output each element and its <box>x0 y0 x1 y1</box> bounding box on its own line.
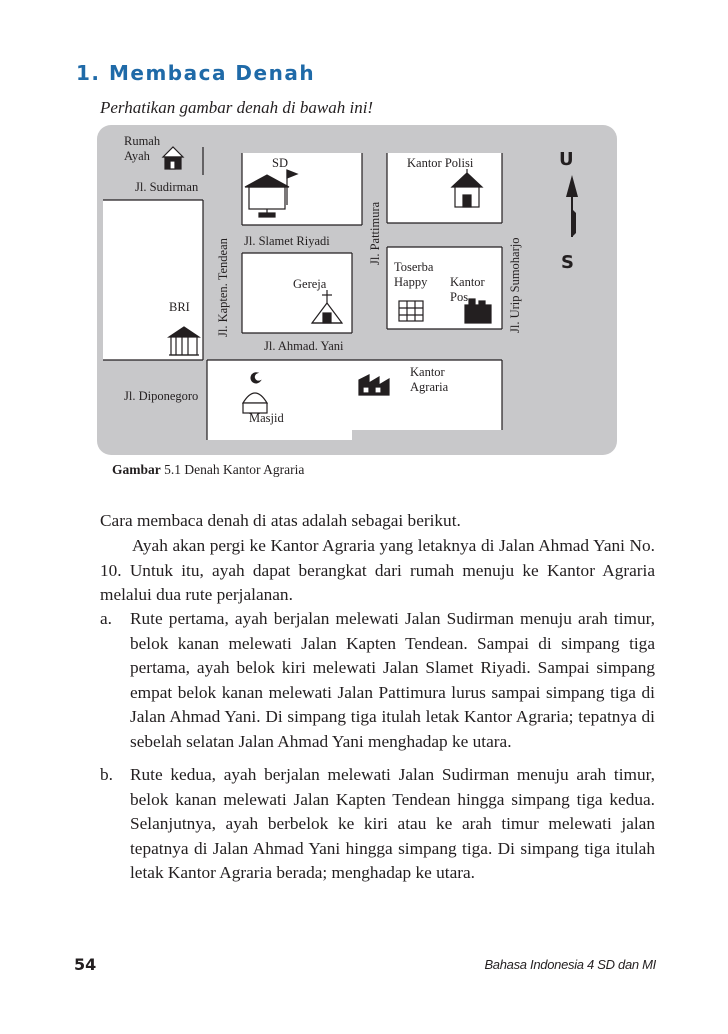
list-item-text: Rute pertama, ayah berjalan melewati Jalan Sudirman menuju arah timur, belok kanan melewati Jalan Kapten Tendean. Sampai di simpang tiga pertama, ayah belok kiri melewati Jalan Slamet Riyadi. Sampai simpang empat belok kanan melewati Jalan Pattimura lurus sampai simpang tiga di Jalan Ahmad Yani. Di simpang tiga itulah letak Kantor Agraria; tepatnya di sebelah selatan Jalan Ahmad Yani menghadap ke utara. <box>130 609 655 751</box>
figure-caption <box>112 462 304 478</box>
street-pattimura: Jl. Pattimura <box>368 201 382 265</box>
caption-text: 5.1 Denah Kantor Agraria <box>164 462 305 477</box>
list-marker: a. <box>100 609 112 628</box>
store-icon <box>399 301 423 321</box>
list-item-text: Rute kedua, ayah berjalan melewati Jalan Sudirman menuju arah timur, belok kanan melewati Jalan Kapten Tendean hingga simpang tiga kedua. Selanjutnya, ayah berbelok ke kiri atau ke arah timur melewati jalan tepatnya di Jalan Ahmad Yani hingga simpang tiga. Di simpang tiga itulah letak Kantor Agraria berada; menghadap ke utara. <box>130 765 655 882</box>
caption-label: Gambar <box>112 462 161 477</box>
street-kapten-tendean: Jl. Kapten. Tendean <box>216 238 230 337</box>
label-kantor-pos-2: Pos <box>450 290 469 304</box>
street-ahmad-yani: Jl. Ahmad. Yani <box>264 339 344 353</box>
street-urip-sumoharjo: Jl. Urip Sumoharjo <box>508 237 522 333</box>
list-marker: b. <box>100 765 113 784</box>
page-number: 54 <box>74 955 97 974</box>
section-number: 1. <box>76 61 101 85</box>
compass-south: S <box>561 252 574 273</box>
label-gereja: Gereja <box>293 277 327 291</box>
label-rumah-ayah-2: Ayah <box>124 149 150 163</box>
compass-north: U <box>559 149 574 170</box>
block-masjid <box>207 360 352 440</box>
label-kantor-agraria-2: Agraria <box>410 380 449 394</box>
street-sudirman: Jl. Sudirman <box>135 180 199 194</box>
label-kantor-polisi: Kantor Polisi <box>407 156 474 170</box>
list-item-a <box>100 607 655 754</box>
body-paragraph: Ayah akan pergi ke Kantor Agraria yang letaknya di Jalan Ahmad Yani No. 10. Untuk itu, ayah dapat berangkat dari rumah menuju ke Kantor Agraria melalui dua rute perjalanan. <box>100 536 655 604</box>
label-masjid: Masjid <box>249 411 284 425</box>
intro-text: Cara membaca denah di atas adalah sebagai berikut. <box>100 511 461 530</box>
label-kantor-pos-1: Kantor <box>450 275 485 289</box>
instruction-text: Perhatikan gambar denah di bawah ini! <box>100 98 374 117</box>
footer-book-title: Bahasa Indonesia 4 SD dan MI <box>484 957 656 972</box>
street-slamet-riyadi: Jl. Slamet Riyadi <box>244 234 330 248</box>
list-item-b <box>100 763 655 886</box>
label-rumah-ayah-1: Rumah <box>124 134 161 148</box>
section-heading: Membaca Denah <box>108 61 316 85</box>
label-toserba-2: Happy <box>394 275 428 289</box>
label-bri: BRI <box>169 300 190 314</box>
label-toserba-1: Toserba <box>394 260 434 274</box>
label-sd: SD <box>272 156 288 170</box>
map-figure <box>97 125 617 455</box>
label-kantor-agraria-1: Kantor <box>410 365 445 379</box>
street-diponegoro: Jl. Diponegoro <box>124 389 199 403</box>
map-svg <box>97 125 617 455</box>
section-title <box>76 61 315 85</box>
